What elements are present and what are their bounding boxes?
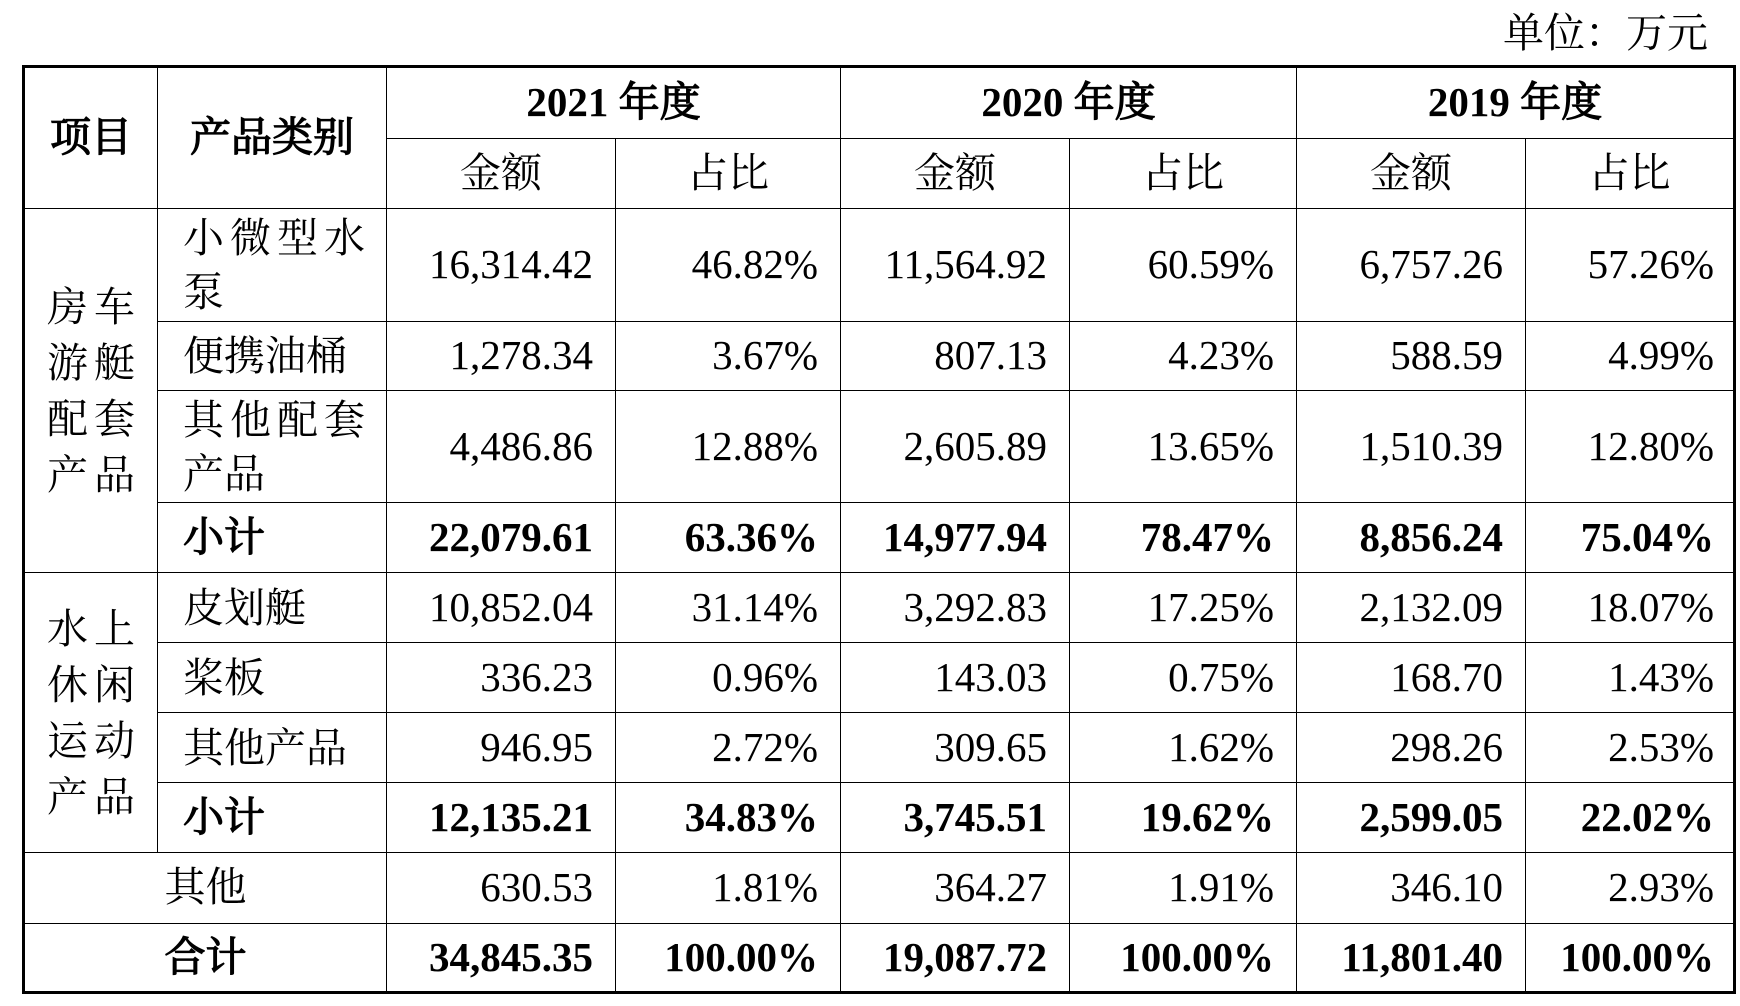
revenue-by-product-table [22, 65, 1736, 994]
amount-2019: 8,856.24 [1297, 503, 1526, 573]
subtotal-row [24, 783, 1735, 853]
amount-2020: 2,605.89 [841, 391, 1070, 503]
ratio-2019: 12.80% [1526, 391, 1735, 503]
header-category: 产品类别 [158, 67, 387, 209]
amount-2021: 1,278.34 [387, 322, 616, 391]
header-ratio-2020: 占比 [1070, 139, 1297, 209]
amount-2019: 346.10 [1297, 853, 1526, 924]
ratio-2020: 60.59% [1070, 209, 1297, 322]
ratio-2021: 0.96% [616, 643, 841, 713]
other-label: 其他 [24, 853, 387, 924]
ratio-2020: 78.47% [1070, 503, 1297, 573]
amount-2020: 3,745.51 [841, 783, 1070, 853]
amount-2019: 298.26 [1297, 713, 1526, 783]
category-cell [158, 209, 387, 322]
amount-2020: 11,564.92 [841, 209, 1070, 322]
category-cell [158, 322, 387, 391]
category-label: 其他产品 [183, 724, 347, 771]
amount-2021: 4,486.86 [387, 391, 616, 503]
subtotal-label: 小计 [158, 783, 387, 853]
total-row [24, 924, 1735, 993]
category-label: 其他配套产品 [183, 396, 365, 497]
category-cell [158, 643, 387, 713]
amount-2021: 16,314.42 [387, 209, 616, 322]
ratio-2021: 1.81% [616, 853, 841, 924]
ratio-2021: 100.00% [616, 924, 841, 993]
ratio-2021: 31.14% [616, 573, 841, 643]
header-item: 项目 [24, 67, 158, 209]
group-label-rv-yacht-accessories [24, 209, 158, 573]
header-year-2020: 2020 年度 [841, 67, 1297, 139]
ratio-2019: 18.07% [1526, 573, 1735, 643]
ratio-2019: 2.53% [1526, 713, 1735, 783]
group-label-text: 房车游艇配套产品 [47, 283, 135, 498]
total-label: 合计 [24, 924, 387, 993]
header-amount-2020: 金额 [841, 139, 1070, 209]
ratio-2020: 100.00% [1070, 924, 1297, 993]
header-year-2021: 2021 年度 [387, 67, 841, 139]
category-label: 桨板 [183, 654, 265, 701]
ratio-2020: 1.91% [1070, 853, 1297, 924]
category-cell [158, 391, 387, 503]
amount-2021: 630.53 [387, 853, 616, 924]
header-ratio-2021: 占比 [616, 139, 841, 209]
ratio-2019: 75.04% [1526, 503, 1735, 573]
ratio-2021: 12.88% [616, 391, 841, 503]
group-label-text: 水上休闲运动产品 [47, 605, 135, 820]
category-cell [158, 573, 387, 643]
amount-2020: 14,977.94 [841, 503, 1070, 573]
amount-2019: 1,510.39 [1297, 391, 1526, 503]
ratio-2021: 2.72% [616, 713, 841, 783]
ratio-2020: 0.75% [1070, 643, 1297, 713]
ratio-2021: 63.36% [616, 503, 841, 573]
amount-2021: 34,845.35 [387, 924, 616, 993]
table-row [24, 713, 1735, 783]
ratio-2019: 57.26% [1526, 209, 1735, 322]
ratio-2019: 100.00% [1526, 924, 1735, 993]
ratio-2020: 1.62% [1070, 713, 1297, 783]
subtotal-row [24, 503, 1735, 573]
header-row-years [24, 67, 1735, 139]
amount-2019: 11,801.40 [1297, 924, 1526, 993]
ratio-2020: 19.62% [1070, 783, 1297, 853]
ratio-2019: 22.02% [1526, 783, 1735, 853]
table-row [24, 643, 1735, 713]
unit-label: 单位：万元 [1503, 10, 1708, 56]
ratio-2020: 13.65% [1070, 391, 1297, 503]
ratio-2020: 4.23% [1070, 322, 1297, 391]
amount-2019: 2,132.09 [1297, 573, 1526, 643]
amount-2021: 946.95 [387, 713, 616, 783]
ratio-2019: 1.43% [1526, 643, 1735, 713]
category-cell [158, 713, 387, 783]
amount-2020: 143.03 [841, 643, 1070, 713]
amount-2019: 168.70 [1297, 643, 1526, 713]
category-label: 皮划艇 [183, 584, 306, 631]
ratio-2019: 4.99% [1526, 322, 1735, 391]
amount-2021: 12,135.21 [387, 783, 616, 853]
ratio-2021: 3.67% [616, 322, 841, 391]
subtotal-label: 小计 [158, 503, 387, 573]
header-ratio-2019: 占比 [1526, 139, 1735, 209]
amount-2020: 364.27 [841, 853, 1070, 924]
group-label-water-leisure-sports [24, 573, 158, 853]
amount-2020: 807.13 [841, 322, 1070, 391]
amount-2021: 10,852.04 [387, 573, 616, 643]
amount-2019: 2,599.05 [1297, 783, 1526, 853]
amount-2019: 6,757.26 [1297, 209, 1526, 322]
ratio-2021: 46.82% [616, 209, 841, 322]
ratio-2020: 17.25% [1070, 573, 1297, 643]
table-row [24, 391, 1735, 503]
amount-2021: 336.23 [387, 643, 616, 713]
header-amount-2021: 金额 [387, 139, 616, 209]
ratio-2021: 34.83% [616, 783, 841, 853]
table-row [24, 573, 1735, 643]
category-label: 小微型水泵 [183, 215, 365, 315]
category-label: 便携油桶 [183, 333, 347, 379]
amount-2020: 3,292.83 [841, 573, 1070, 643]
other-row [24, 853, 1735, 924]
header-year-2019: 2019 年度 [1297, 67, 1735, 139]
table-row [24, 209, 1735, 322]
table-row [24, 322, 1735, 391]
amount-2020: 309.65 [841, 713, 1070, 783]
amount-2021: 22,079.61 [387, 503, 616, 573]
header-amount-2019: 金额 [1297, 139, 1526, 209]
amount-2020: 19,087.72 [841, 924, 1070, 993]
ratio-2019: 2.93% [1526, 853, 1735, 924]
amount-2019: 588.59 [1297, 322, 1526, 391]
